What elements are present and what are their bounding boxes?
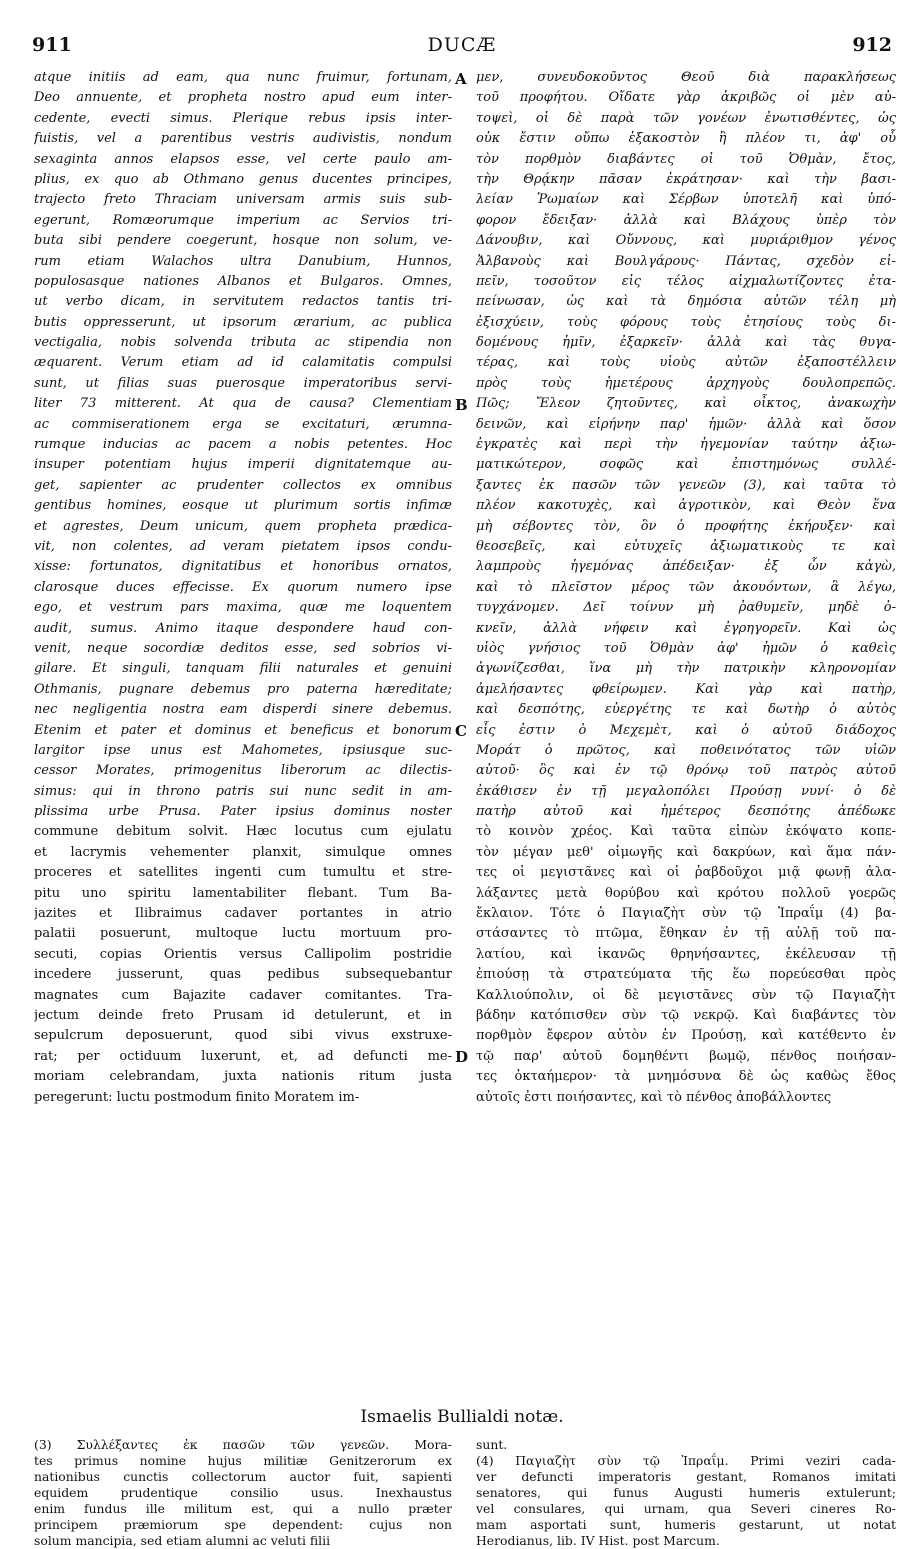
text-line: ut verbo dicam, in servitutem redactos tantis tri-: [34, 294, 452, 310]
text-line: Herodianus, lib. IV Hist. post Marcum.: [476, 1533, 720, 1548]
text-line: rumque inducias ac pacem a nobis petentes. Hoc: [34, 437, 452, 453]
text-line: nec negligentia nostra eam disperdi sinere debemus.: [34, 702, 452, 718]
text-line: rum etiam Walachos ultra Danubium, Hunnos,: [34, 253, 452, 269]
text-line: στάσαντες τὸ πτῶμα, ἔθηκαν ἐν τῇ αὐλῇ τοῦ πα-: [476, 926, 896, 942]
text-line: πείνωσαν, ὡς καὶ τὰ δημόσια αὐτῶν τέλη μὴ: [476, 294, 896, 310]
text-line: (3) Συλλέξαντες ἐκ πασῶν τῶν γενεῶν. Mora-: [34, 1437, 452, 1452]
text-line: πλέον κακοτυχὲς, καὶ ἀγροτικὸν, καὶ Θεὸν ἕνα: [476, 498, 896, 514]
text-line: κνεῖν, ἀλλὰ νήφειν καὶ ἐγρηγορεῖν. Καὶ ὡς: [476, 620, 896, 636]
text-line: αὐτοῦ· ὃς καὶ ἐν τῷ θρόνῳ τοῦ πατρὸς αὐτοῦ: [476, 763, 896, 779]
text-line: principem præmiorum spe dependent: cujus non: [34, 1517, 452, 1532]
text-line: τες ὀκταήμερον· τὰ μνημόσυνα δὲ ὡς καθὼς ἔθος: [476, 1069, 896, 1085]
text-line: insuper potentiam hujus imperii dignitatemque au-: [34, 457, 452, 473]
text-line: θεοσεβεῖς, καὶ εὐτυχεῖς ἀξιωματικοὺς τε καὶ: [476, 538, 896, 554]
text-line: ξαντες ἐκ πασῶν τῶν γενεῶν (3), καὶ ταῦτα τὸ: [476, 477, 896, 493]
text-line: πεῖν, τοσοῦτον εἰς τέλος αἰχμαλωτίζοντες ἐτα-: [476, 273, 896, 289]
text-line: tes primus nomine hujus militiæ Genitzerorum ex: [34, 1453, 452, 1468]
text-line: trajecto freto Thraciam universam armis suis sub-: [34, 192, 452, 208]
text-line: ἀγωνίζεσθαι, ἵνα μὴ τὴν πατρικὴν κληρονομίαν: [476, 661, 896, 677]
text-line: ver defuncti imperatoris gestant, Romanos imitati: [476, 1469, 896, 1484]
text-line: sepulcrum deposuerunt, quod sibi vivus exstruxe-: [34, 1028, 452, 1044]
text-line: Deo annuente, et propheta nostro apud eum inter-: [34, 90, 452, 106]
text-line: εἷς ἐστιν ὁ Μεχεμὲτ, καὶ ὁ αὐτοῦ διάδοχος: [476, 722, 896, 738]
text-line: τὸ κοινὸν χρέος. Καὶ ταῦτα εἰπὼν ἐκόψατο κοπε-: [476, 824, 896, 840]
text-line: æquarent. Verum etiam ad id calamitatis compulsi: [34, 355, 452, 371]
text-line: τυγχάνομεν. Δεῖ τοίνυν μὴ ῥαθυμεῖν, μηδὲ ὀ-: [476, 600, 896, 616]
text-line: et agrestes, Deum unicum, quem propheta prædica-: [34, 518, 452, 534]
text-line: largitor ipse unus est Mahometes, ipsiusque suc-: [34, 742, 452, 758]
running-title: DUCÆ: [427, 34, 497, 56]
text-line: moriam celebrandam, juxta nationis ritum justa: [34, 1069, 452, 1085]
text-line: λείαν Ῥωμαίων καὶ Σέρβων ὑποτελῆ καὶ ὑπό-: [476, 192, 896, 208]
text-line: get, sapienter ac prudenter collectos ex omnibus: [34, 477, 452, 493]
text-line: palatii posuerunt, multoque luctu mortuum pro-: [34, 926, 452, 942]
text-line: βάδην κατόπισθεν σὺν τῷ νεκρῷ. Καὶ διαβάντες τὸν: [476, 1007, 896, 1023]
text-line: καὶ τὸ πλεῖστον μέρος τῶν ἀκουόντων, ἃ λέγω,: [476, 579, 896, 595]
text-line: audit, sumus. Animo itaque despondere haud con-: [34, 620, 452, 636]
text-line: Καλλιούπολιν, οἱ δὲ μεγιστᾶνες σὺν τῷ Παγιαζὴτ: [476, 987, 896, 1003]
text-line: gentibus homines, eosque ut plurimum sortis infimæ: [34, 498, 452, 514]
text-line: venit, neque socordiæ deditos esse, sed sobrios vi-: [34, 640, 452, 656]
text-line: jazites et Ilibraimus cadaver portantes in atrio: [34, 906, 452, 922]
text-line: enim fundus ille militum est, qui a nullo præter: [34, 1501, 452, 1516]
text-line: Etenim et pater et dominus et beneficus et bonorum: [34, 722, 452, 738]
text-line: buta sibi pendere coegerunt, hosque non solum, ve-: [34, 233, 452, 249]
text-line: υἱὸς γνήσιος τοῦ Ὀθμὰν ἀφ' ἡμῶν ὁ καθεὶς: [476, 640, 896, 656]
text-line: vel consulares, qui urnam, qua Severi cineres Ro-: [476, 1501, 896, 1516]
text-line: ἐγκρατὲς καὶ περὶ τὴν ἡγεμονίαν ταύτην ἀξιω-: [476, 437, 896, 453]
latin-column: [34, 68, 452, 1108]
text-line: commune debitum solvit. Hæc locutus cum ejulatu: [34, 824, 452, 840]
text-line: τὴν Θρᾴκην πᾶσαν ἐκράτησαν· καὶ τὴν βασι-: [476, 171, 896, 187]
page-number-left: 911: [32, 34, 72, 56]
text-line: solum mancipia, sed etiam alumni ac veluti filii: [34, 1533, 331, 1548]
text-line: jectum deinde freto Prusam id detulerunt, et in: [34, 1007, 452, 1023]
text-line: πορθμὸν ἔφερον αὐτὸν ἐν Προύσῃ, καὶ κατέθεντο ἐν: [476, 1028, 896, 1044]
text-line: ἐξισχύειν, τοὺς φόρους τοὺς ἐτησίους τοὺς δι-: [476, 314, 896, 330]
text-line: αὐτοῖς ἐστι ποιήσαντες, καὶ τὸ πένθος ἀποβάλλοντες: [476, 1089, 832, 1105]
text-line: rat; per octiduum luxerunt, et, ad defuncti me-: [34, 1048, 452, 1064]
text-line: egerunt, Romæorumque imperium ac Servios tri-: [34, 212, 452, 228]
text-line: mam asportati sunt, humeris gestarunt, ut notat: [476, 1517, 896, 1532]
text-line: λατίου, καὶ ἱκανῶς θρηνήσαντες, ἐκέλευσαν τῇ: [476, 946, 896, 962]
margin-marker-d: D: [455, 1048, 469, 1066]
text-line: cedente, evecti simus. Plerique rebus ipsis inter-: [34, 110, 452, 126]
text-line: ἐκάθισεν ἐν τῇ μεγαλοπόλει Προύσῃ νυνί· ὁ δὲ: [476, 783, 896, 799]
text-line: φορον ἔδειξαν· ἀλλὰ καὶ Βλάχους ὑπὲρ τὸν: [476, 212, 896, 228]
page-number-right: 912: [852, 34, 892, 56]
text-line: πατὴρ αὐτοῦ καὶ ἡμέτερος δεσπότης ἀπέδωκε: [476, 804, 896, 820]
text-line: Ἀλβανοὺς καὶ Βουλγάρους· Πάντας, σχεδὸν εἰ-: [476, 253, 896, 269]
text-line: sunt.: [476, 1437, 508, 1452]
text-line: peregerunt: luctu postmodum finito Moratem im-: [34, 1089, 360, 1105]
text-line: τοῦ προφήτου. Οἴδατε γὰρ ἀκριβῶς οἱ μὲν αὐ-: [476, 90, 896, 106]
notes-title: Ismaelis Bullialdi notæ.: [360, 1407, 564, 1427]
notes-left-column: [34, 1437, 452, 1549]
text-line: plius, ex quo ab Othmano genus ducentes principes,: [34, 171, 452, 187]
text-line: nationibus cunctis collectorum auctor fuit, sapienti: [34, 1469, 452, 1484]
text-line: δομένους ἡμῖν, ἐξαρκεῖν· ἀλλὰ καὶ τὰς θυγα-: [476, 335, 896, 351]
text-line: fuistis, vel a parentibus vestris audivistis, nondum: [34, 131, 452, 147]
text-line: populosasque nationes Albanos et Bulgaros. Omnes,: [34, 273, 452, 289]
text-line: senatores, qui funus Augusti humeris extulerunt;: [476, 1485, 896, 1500]
text-line: liter 73 mitterent. At qua de causa? Clementiam: [34, 396, 452, 412]
text-line: simus: qui in throno patris sui nunc sedit in am-: [34, 783, 452, 799]
text-line: μεν, συνευδοκοῦντος Θεοῦ διὰ παρακλήσεως: [476, 70, 896, 85]
margin-marker-a: A: [455, 70, 467, 88]
text-line: ego, et vestrum pars maxima, quæ me loquentem: [34, 600, 452, 616]
text-line: οὐκ ἔστιν οὔπω ἑξακοστὸν ἢ πλέον τι, ἀφ' οὗ: [476, 131, 896, 147]
text-line: Othmanis, pugnare debemus pro paterna hæreditate;: [34, 681, 452, 697]
text-line: ἐπιούσῃ τὰ στρατεύματα τῆς ἕω πορεύεσθαι πρὸς: [476, 967, 896, 983]
text-line: δεινῶν, καὶ εἰρήνην παρ' ἡμῶν· ἀλλὰ καὶ ὅσον: [476, 416, 896, 432]
text-line: incedere jusserunt, quas pedibus subsequebantur: [34, 967, 452, 983]
text-line: τοψεὶ, οἱ δὲ παρὰ τῶν γονέων ἐνωτισθέντες, ὡς: [476, 110, 896, 126]
text-line: equidem prudentique consilio usus. Inexhaustus: [34, 1485, 452, 1500]
text-line: λάξαντες μετὰ θορύβου καὶ κρότου πολλοῦ γοερῶς: [476, 885, 896, 901]
text-line: ἀμελήσαντες φθείρωμεν. Καὶ γὰρ καὶ πατὴρ,: [476, 681, 896, 697]
text-line: τες οἱ μεγιστᾶνες καὶ οἱ ῥαβδοῦχοι μιᾷ φωνῇ ἀλα-: [476, 865, 896, 881]
text-line: πρὸς τοὺς ἡμετέρους ἀρχηγοὺς δουλοπρεπῶς.: [476, 375, 896, 391]
text-line: pitu uno spiritu lamentabiliter flebant. Tum Ba-: [34, 885, 452, 901]
text-line: cessor Morates, primogenitus liberorum ac dilectis-: [34, 763, 452, 779]
text-line: λαμπροὺς ἡγεμόνας ἀπέδειξαν· ἐξ ὧν κἀγὼ,: [476, 559, 896, 575]
text-line: butis oppresserunt, ut ipsorum ærarium, ac publica: [34, 314, 452, 330]
text-line: τὸν μέγαν μεθ' οἰμωγῆς καὶ δακρύων, καὶ ἅμα πάν-: [476, 844, 896, 860]
text-line: et lacrymis vehementer planxit, simulque omnes: [34, 844, 452, 860]
text-line: gilare. Et singuli, tanquam filii naturales et genuini: [34, 661, 452, 677]
text-line: magnates cum Bajazite cadaver comitantes. Tra-: [34, 987, 452, 1003]
text-line: clarosque duces effecisse. Ex quorum numero ipse: [34, 579, 452, 595]
text-line: καὶ δεσπότης, εὐεργέτης τε καὶ δωτὴρ ὁ αὐτὸς: [476, 702, 896, 718]
text-line: atque initiis ad eam, qua nunc fruimur, fortunam,: [34, 70, 452, 85]
text-line: proceres et satellites ingenti cum tumultu et stre-: [34, 865, 452, 881]
notes-right-column: [476, 1437, 896, 1549]
text-line: ματικώτερον, σοφῶς καὶ ἐπιστημόνως συλλέ-: [476, 457, 896, 473]
text-line: Πῶς; Ἔλεον ζητοῦντες, καὶ οἶκτος, ἀνακωχὴν: [476, 396, 896, 412]
text-line: τῷ παρ' αὐτοῦ δομηθέντι βωμῷ, πένθος ποιήσαν-: [476, 1048, 896, 1064]
text-line: xisse: fortunatos, dignitatibus et honoribus ornatos,: [34, 559, 452, 575]
text-line: sunt, ut filias suas puerosque imperatoribus servi-: [34, 375, 452, 391]
page-header: [32, 34, 892, 62]
text-line: secuti, copias Orientis versus Callipolim postridie: [34, 946, 452, 962]
margin-marker-b: B: [455, 396, 468, 414]
text-line: Δάνουβιν, καὶ Οὔννους, καὶ μυριάριθμον γένος: [476, 233, 896, 249]
text-line: τέρας, καὶ τοὺς υἱοὺς αὐτῶν ἐξαποστέλλειν: [476, 355, 896, 371]
text-line: Μοράτ ὁ πρῶτος, καὶ ποθεινότατος τῶν υἱῶν: [476, 742, 896, 758]
greek-column: [476, 68, 896, 1108]
text-line: (4) Παγιαζὴτ σὺν τῷ Ἰπραΐμ. Primi veziri cada-: [476, 1453, 896, 1468]
text-line: vectigalia, nobis solvenda tributa ac stipendia non: [34, 335, 452, 351]
text-line: μὴ σέβοντες τὸν, ὃν ὁ προφήτης ἐκήρυξεν· καὶ: [476, 518, 896, 534]
margin-marker-c: C: [455, 722, 467, 740]
text-line: vit, non colentes, ad veram pietatem ipsos condu-: [34, 538, 452, 554]
text-line: sexaginta annos elapsos esse, vel certe paulo am-: [34, 151, 452, 167]
text-line: plissima urbe Prusa. Pater ipsius dominus noster: [34, 804, 452, 820]
text-line: ac commiserationem erga se excitaturi, ærumna-: [34, 416, 452, 432]
text-line: ἔκλαιον. Τότε ὁ Παγιαζὴτ σὺν τῷ Ἰπραΐμ (4) βα-: [476, 906, 896, 922]
text-line: τὸν πορθμὸν διαβάντες οἱ τοῦ Ὀθμὰν, ἔτος,: [476, 151, 896, 167]
